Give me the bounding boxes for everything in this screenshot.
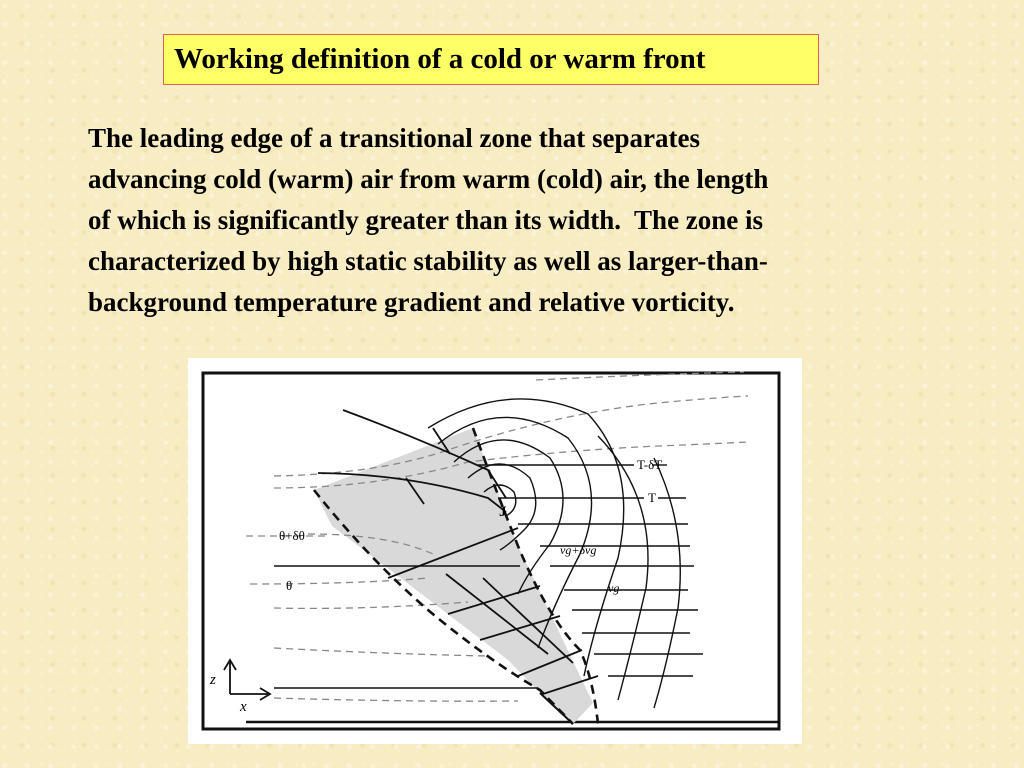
definition-line: The leading edge of a transitional zone that separates: [88, 123, 700, 153]
label-theta-plus: θ+δθ: [279, 528, 305, 543]
label-t-minus: T-δT: [637, 457, 663, 472]
axes-glyph: [224, 660, 270, 700]
label-vg: vg: [608, 581, 620, 595]
label-z-axis: z: [210, 672, 216, 688]
definition-line: characterized by high static stability as well as larger-than-: [88, 246, 768, 276]
front-cross-section: [188, 358, 802, 744]
definition-text: [88, 118, 968, 323]
slide-title: Working definition of a cold or warm front: [174, 43, 706, 75]
frontal-zone: [314, 428, 593, 724]
label-jet: J: [499, 504, 507, 520]
title-box: [163, 34, 819, 85]
definition-line: background temperature gradient and relative vorticity.: [88, 287, 735, 317]
definition-line: advancing cold (warm) air from warm (cold) air, the length: [88, 164, 769, 194]
label-t: T: [648, 490, 656, 505]
label-x-axis: x: [240, 699, 247, 715]
label-theta: θ: [286, 578, 293, 593]
label-vg-plus: vg+δvg: [560, 543, 597, 557]
definition-line: of which is significantly greater than its width. The zone is: [88, 205, 764, 235]
front-diagram: [188, 358, 802, 744]
